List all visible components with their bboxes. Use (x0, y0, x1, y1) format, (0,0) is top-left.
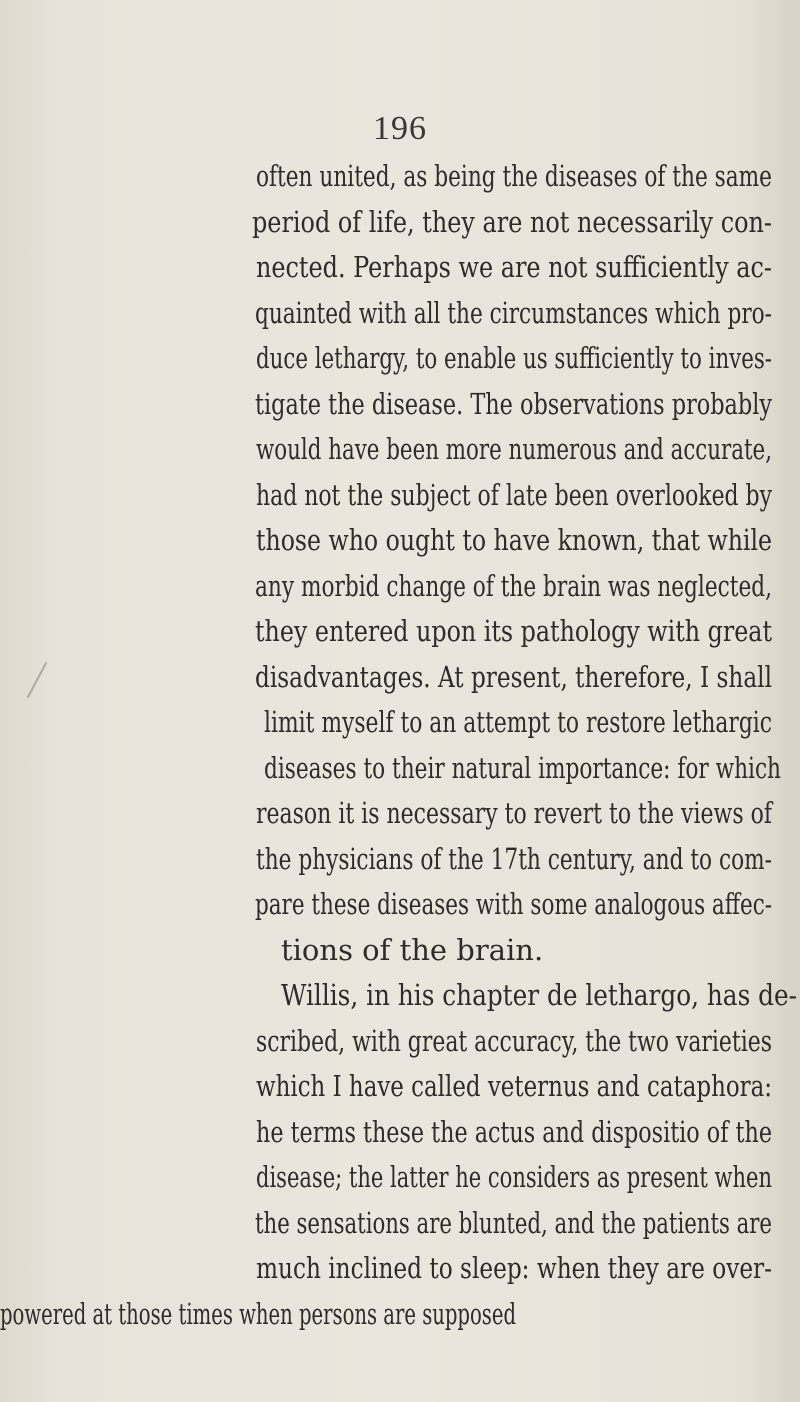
text-line: disease; the latter he considers as present when (256, 1160, 772, 1194)
text-line: would have been more numerous and accurate, (256, 432, 772, 466)
text-line: duce lethargy, to enable us sufficiently to inves- (256, 341, 772, 375)
text-line: tigate the disease. The observations probably (255, 386, 772, 421)
text-line: the physicians of the 17th century, and to com- (256, 841, 772, 876)
text-line: had not the subject of late been overlooked by (256, 477, 772, 512)
text-line: the sensations are blunted, and the patients are (255, 1205, 772, 1240)
text-line: diseases to their natural importance: for which (264, 750, 781, 785)
text-line: much inclined to sleep: when they are over- (256, 1251, 772, 1285)
text-line: often united, as being the diseases of the same (256, 159, 772, 193)
text-line: Willis, in his chapter de lethargo, has de- (281, 978, 797, 1012)
text-line: which I have called veternus and cataphora: (256, 1069, 772, 1103)
text-line: any morbid change of the brain was neglected, (255, 568, 772, 603)
text-line: disadvantages. At present, therefore, I shall (255, 659, 772, 694)
text-line: period of life, they are not necessarily con- (252, 204, 772, 239)
page-margin-mark (27, 662, 48, 698)
text-line: pare these diseases with some analogous affec- (255, 887, 772, 921)
text-line: tions of the brain. (281, 932, 544, 967)
text-line: reason it is necessary to revert to the views of (256, 796, 772, 830)
text-line: he terms these the actus and dispositio of the (256, 1114, 772, 1149)
text-line: quainted with all the circumstances which pro- (255, 295, 772, 330)
text-line: nected. Perhaps we are not sufficiently ac- (256, 250, 772, 284)
page-number: 196 (373, 110, 427, 147)
text-line: those who ought to have known, that while (256, 523, 772, 557)
text-line: limit myself to an attempt to restore lethargic (264, 705, 772, 739)
text-line: they entered upon its pathology with great (255, 614, 772, 648)
text-line: scribed, with great accuracy, the two varieties (256, 1023, 772, 1058)
text-line: powered at those times when persons are supposed (0, 1296, 516, 1331)
